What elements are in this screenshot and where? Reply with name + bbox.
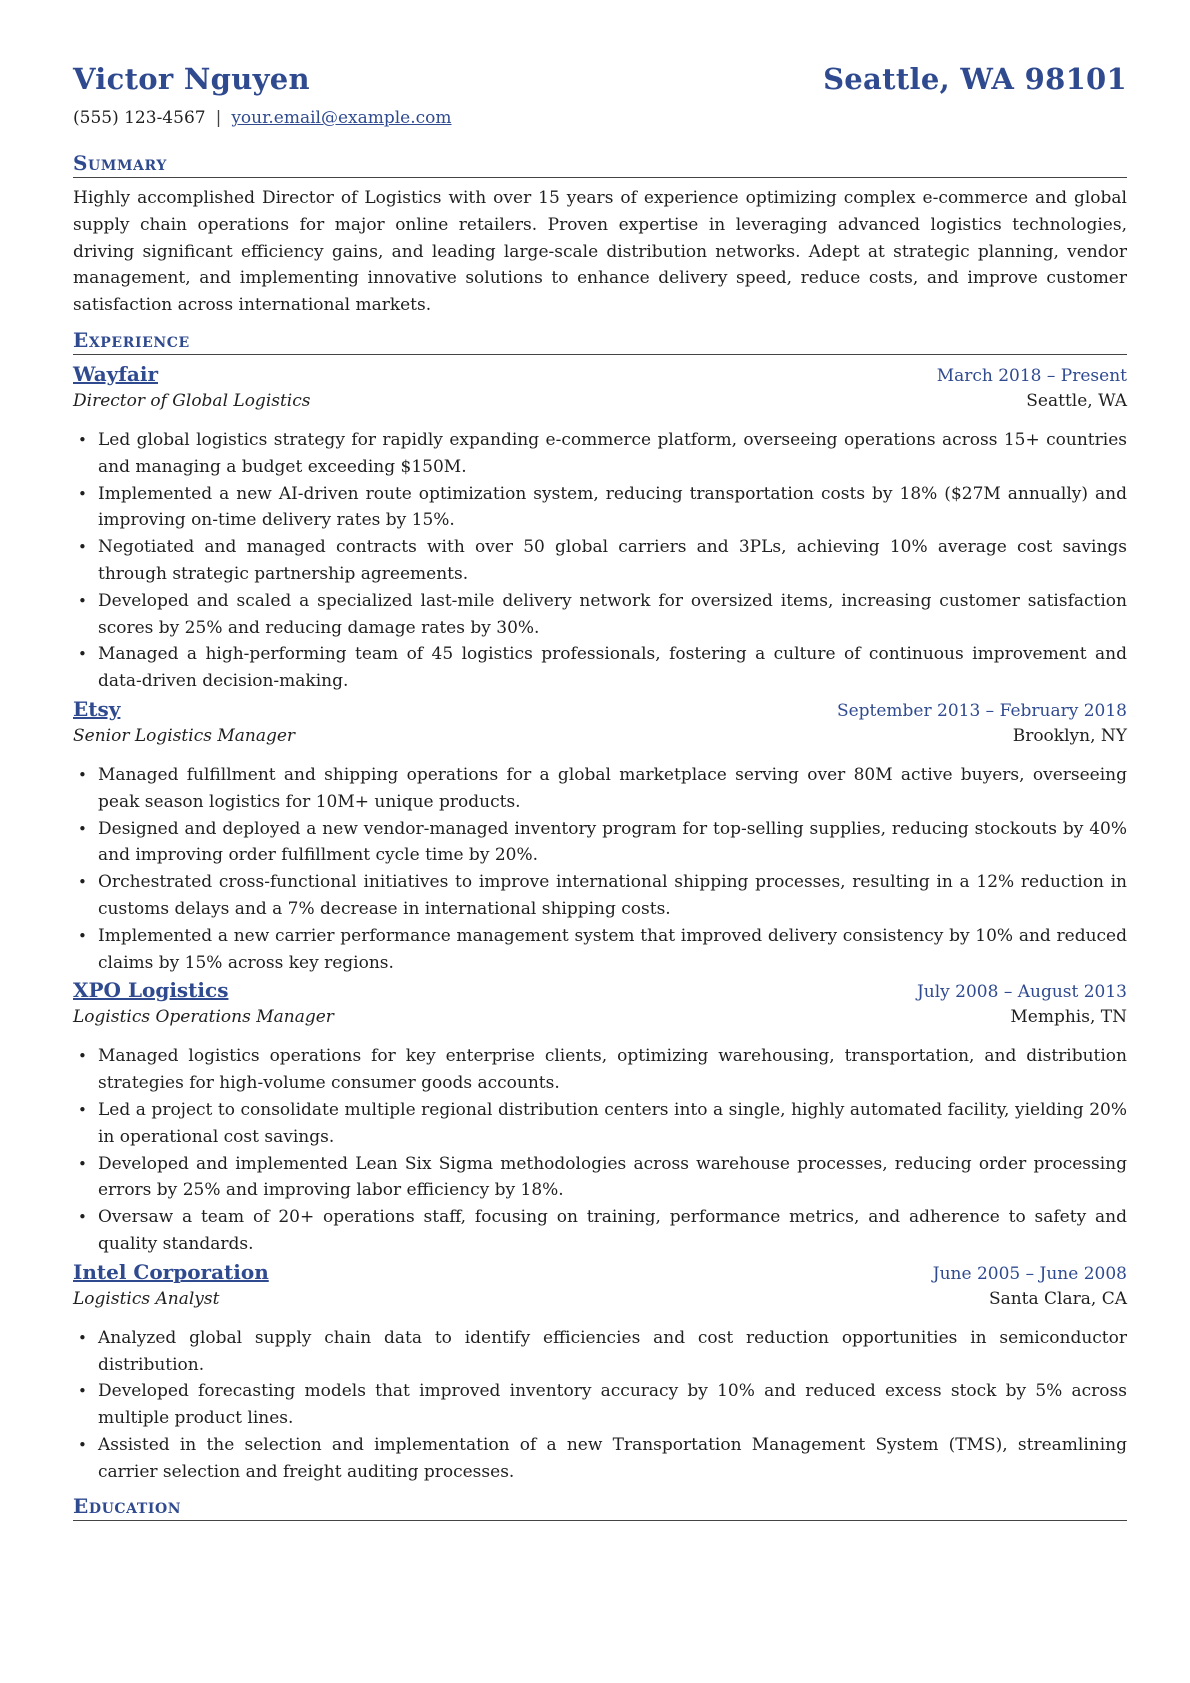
job-location: Seattle, WA [1026, 390, 1127, 411]
job-entry [73, 1260, 1127, 1486]
company-link[interactable]: Wayfair [73, 361, 158, 386]
job-title: Logistics Analyst [73, 1288, 220, 1309]
company-link[interactable]: XPO Logistics [73, 978, 229, 1003]
contact-line [73, 108, 1127, 142]
bullet-item: • Managed logistics operations for key enterprise clients, optimizing warehousing, transportation, and distribution strategies for high-volume consumer goods accounts. [73, 1043, 1127, 1097]
job-bullets [73, 762, 1127, 976]
bullet-item: • Developed forecasting models that improved inventory accuracy by 10% and reduced excess stock by 5% across multiple product lines. [73, 1378, 1127, 1432]
bullet-item: • Negotiated and managed contracts with over 50 global carriers and 3PLs, achieving 10% average cost savings through strategic partnership agreements. [73, 534, 1127, 588]
job-title: Director of Global Logistics [73, 390, 311, 411]
bullet-item: • Implemented a new carrier performance management system that improved delivery consistency by 10% and reduced claims by 15% across key regions. [73, 923, 1127, 977]
job-entry [73, 978, 1127, 1257]
phone-number: (555) 123-4567 [73, 108, 206, 128]
job-entry [73, 362, 1127, 695]
candidate-location: Seattle, WA 98101 [823, 62, 1127, 96]
bullet-item: • Developed and implemented Lean Six Sigma methodologies across warehouse processes, reducing order processing errors by 25% and improving labor efficiency by 18%. [73, 1151, 1127, 1205]
experience-heading: Experience [73, 327, 1127, 355]
company-link[interactable]: Etsy [73, 696, 121, 721]
job-bullets [73, 1043, 1127, 1257]
bullet-item: • Managed fulfillment and shipping operations for a global marketplace serving over 80M active buyers, overseeing peak season logistics for 10M+ unique products. [73, 762, 1127, 816]
job-dates: July 2008 – August 2013 [916, 982, 1127, 1003]
job-location: Memphis, TN [1010, 1007, 1127, 1028]
bullet-item: • Led global logistics strategy for rapidly expanding e-commerce platform, overseeing operations across 15+ countries and managing a budget exceeding $150M. [73, 427, 1127, 481]
experience-list [73, 362, 1127, 1486]
bullet-item: • Designed and deployed a new vendor-managed inventory program for top-selling supplies, reducing stockouts by 40% and improving order fulfillment cycle time by 20%. [73, 816, 1127, 870]
resume-header [73, 62, 1127, 104]
job-location: Santa Clara, CA [988, 1288, 1127, 1309]
bullet-item: • Orchestrated cross-functional initiatives to improve international shipping processes, resulting in a 12% reduction in customs delays and a 7% decrease in international shipping costs. [73, 869, 1127, 923]
job-title: Senior Logistics Manager [73, 725, 296, 746]
bullet-item: • Managed a high-performing team of 45 logistics professionals, fostering a culture of continuous improvement and data-driven decision-making. [73, 641, 1127, 695]
candidate-name: Victor Nguyen [73, 62, 310, 96]
email-link[interactable]: your.email@example.com [231, 108, 452, 128]
resume-page [73, 62, 1127, 1528]
education-heading: Education [73, 1493, 1127, 1521]
job-bullets [73, 427, 1127, 695]
bullet-item: • Implemented a new AI-driven route optimization system, reducing transportation costs by 18% ($27M annually) and improving on-time delivery rates by 15%. [73, 481, 1127, 535]
bullet-item: • Analyzed global supply chain data to identify efficiencies and cost reduction opportunities in semiconductor distribution. [73, 1325, 1127, 1379]
job-location: Brooklyn, NY [1012, 725, 1127, 746]
bullet-item: • Led a project to consolidate multiple regional distribution centers into a single, highly automated facility, yielding 20% in operational cost savings. [73, 1097, 1127, 1151]
job-dates: June 2005 – June 2008 [932, 1263, 1127, 1284]
job-dates: March 2018 – Present [936, 365, 1127, 386]
job-bullets [73, 1325, 1127, 1486]
job-title: Logistics Operations Manager [73, 1007, 334, 1028]
bullet-item: • Oversaw a team of 20+ operations staff, focusing on training, performance metrics, and adherence to safety and quality standards. [73, 1204, 1127, 1258]
company-link[interactable]: Intel Corporation [73, 1259, 269, 1284]
summary-heading: Summary [73, 150, 1127, 178]
bullet-item: • Developed and scaled a specialized last-mile delivery network for oversized items, increasing customer satisfaction scores by 25% and reducing damage rates by 30%. [73, 588, 1127, 642]
bullet-item: • Assisted in the selection and implementation of a new Transportation Management System (TMS), streamlining carrier selection and freight auditing processes. [73, 1432, 1127, 1486]
job-entry [73, 697, 1127, 976]
contact-separator: | [215, 108, 222, 128]
job-dates: September 2013 – February 2018 [836, 700, 1127, 721]
summary-text: Highly accomplished Director of Logistics with over 15 years of experience optimizing complex e-commerce and global supply chain operations for major online retailers. Proven expertise in leveraging advanced logistics technologies, driving significant efficiency gains, and leading large-scale distribution networks. Adept at strategic planning, vendor management, and implementing innovative solutions to enhance delivery speed, reduce costs, and improve customer satisfaction across international markets. [73, 188, 1127, 316]
